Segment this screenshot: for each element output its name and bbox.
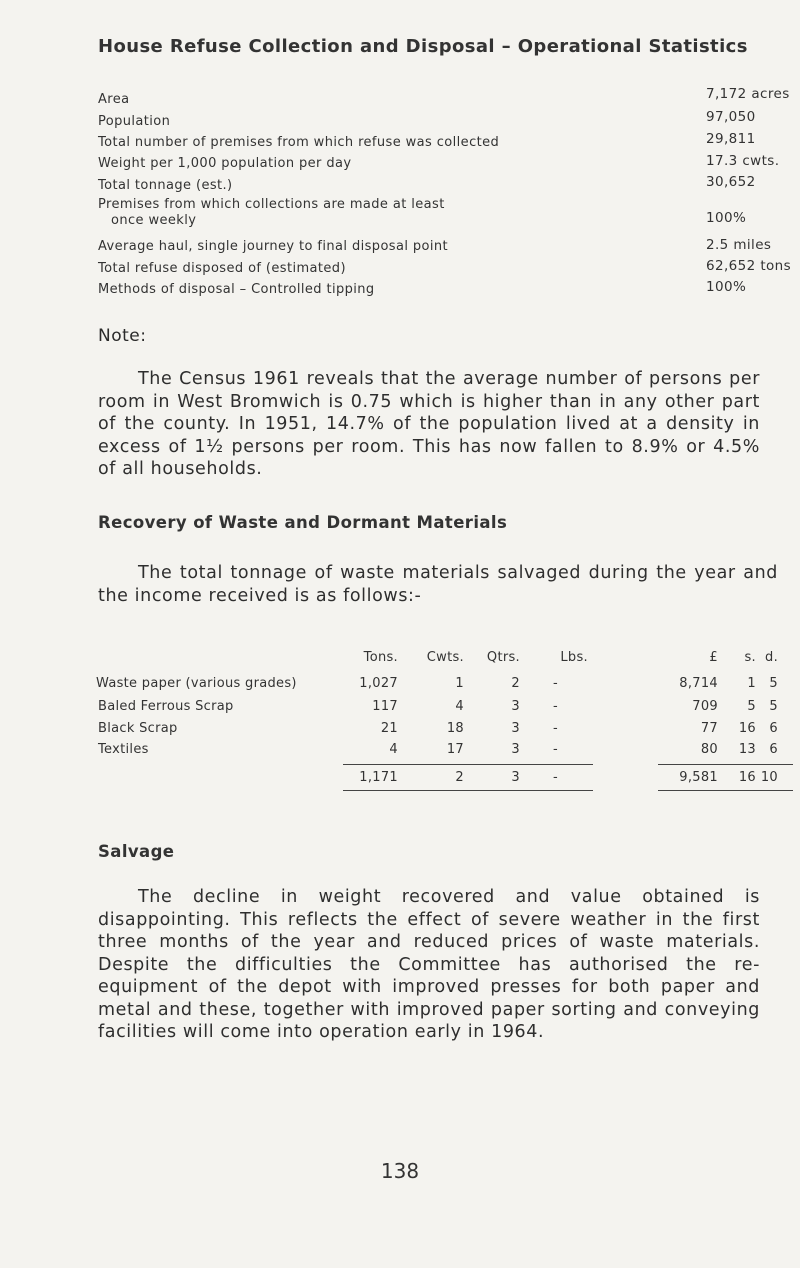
total-cell-lbs: - bbox=[553, 770, 558, 785]
table-cell-shillings: 1 bbox=[747, 676, 756, 691]
note-paragraph: The Census 1961 reveals that the average number of persons per room in West Bromwich is 0.75 which is higher than in any other part of the county. In 1951, 14.7% of the population lived at a density in excess of 1½ persons per room. This has now fallen to 8.9% or 4.5% of all households. bbox=[98, 369, 760, 479]
table-cell-lbs: - bbox=[553, 721, 558, 736]
table-cell-tons: 21 bbox=[380, 721, 398, 736]
stat-value: 2.5 miles bbox=[706, 237, 772, 253]
table-row-item: Black Scrap bbox=[98, 721, 178, 736]
table-cell-qtrs: 3 bbox=[511, 699, 520, 714]
table-cell-pounds: 77 bbox=[700, 721, 718, 736]
salvage-paragraph: The decline in weight recovered and value obtained is disappointing. This reflects the effect of severe weather in the first three months of the year and reduced prices of waste materials. Despite the difficulties the Committee has authorised the re-equipment of the depot with improved presses for both paper and metal and these, together with improved paper sorting and conveying facilities will come into operation early in 1964. bbox=[98, 887, 760, 1042]
table-cell-pence: 6 bbox=[769, 742, 778, 757]
column-header-pence: d. bbox=[765, 650, 778, 665]
total-rule-bottom-value bbox=[658, 790, 793, 791]
stat-value: 17.3 cwts. bbox=[706, 153, 780, 169]
salvage-heading: Salvage bbox=[98, 842, 175, 861]
table-cell-pence: 5 bbox=[769, 676, 778, 691]
column-header-lbs: Lbs. bbox=[560, 650, 588, 665]
page-title: House Refuse Collection and Disposal – Operational Statistics bbox=[98, 36, 748, 57]
stat-value: 97,050 bbox=[706, 109, 756, 125]
table-cell-cwts: 18 bbox=[446, 721, 464, 736]
table-cell-qtrs: 2 bbox=[511, 676, 520, 691]
table-cell-lbs: - bbox=[553, 742, 558, 757]
column-header-tons: Tons. bbox=[363, 650, 398, 665]
column-header-qtrs: Qtrs. bbox=[486, 650, 520, 665]
table-row-item: Waste paper (various grades) bbox=[96, 676, 297, 691]
table-cell-shillings: 16 bbox=[738, 721, 756, 736]
stat-label: Area bbox=[98, 92, 130, 107]
column-header-pounds: £ bbox=[709, 650, 718, 665]
total-rule-top-value bbox=[658, 764, 793, 765]
table-cell-pence: 6 bbox=[769, 721, 778, 736]
stat-value: 62,652 tons bbox=[706, 258, 792, 274]
page-number: 138 bbox=[380, 1159, 420, 1183]
stat-value: 7,172 acres bbox=[706, 86, 790, 102]
stat-value: 30,652 bbox=[706, 174, 756, 190]
total-cell-qtrs: 3 bbox=[511, 770, 520, 785]
table-cell-pounds: 80 bbox=[700, 742, 718, 757]
stat-label: Weight per 1,000 population per day bbox=[98, 156, 352, 171]
stat-label: Average haul, single journey to final disposal point bbox=[98, 239, 449, 254]
table-cell-qtrs: 3 bbox=[511, 742, 520, 757]
table-cell-pounds: 709 bbox=[692, 699, 718, 714]
total-cell-tons: 1,171 bbox=[359, 770, 398, 785]
stat-label: Total number of premises from which refuse was collected bbox=[98, 135, 500, 150]
table-cell-tons: 4 bbox=[389, 742, 398, 757]
stat-label: Total tonnage (est.) bbox=[98, 178, 233, 193]
table-cell-pence: 5 bbox=[769, 699, 778, 714]
stat-label-continued: once weekly bbox=[111, 213, 197, 228]
table-row-item: Baled Ferrous Scrap bbox=[98, 699, 234, 714]
stat-label: Premises from which collections are made at least bbox=[98, 197, 445, 212]
total-rule-top-quantity bbox=[343, 764, 593, 765]
table-row-item: Textiles bbox=[98, 742, 149, 757]
total-rule-bottom-quantity bbox=[343, 790, 593, 791]
table-cell-pounds: 8,714 bbox=[679, 676, 718, 691]
total-cell-pence: 10 bbox=[760, 770, 778, 785]
table-cell-qtrs: 3 bbox=[511, 721, 520, 736]
column-header-cwts: Cwts. bbox=[426, 650, 464, 665]
table-cell-lbs: - bbox=[553, 676, 558, 691]
table-cell-shillings: 5 bbox=[747, 699, 756, 714]
table-cell-tons: 1,027 bbox=[359, 676, 398, 691]
table-cell-cwts: 1 bbox=[455, 676, 464, 691]
note-heading: Note: bbox=[98, 326, 147, 346]
table-cell-cwts: 17 bbox=[446, 742, 464, 757]
recovery-paragraph: The total tonnage of waste materials salvaged during the year and the income received is as follows:- bbox=[98, 563, 778, 606]
total-cell-pounds: 9,581 bbox=[679, 770, 718, 785]
recovery-heading: Recovery of Waste and Dormant Materials bbox=[98, 513, 508, 532]
stat-value: 29,811 bbox=[706, 131, 756, 147]
table-cell-lbs: - bbox=[553, 699, 558, 714]
stat-label: Total refuse disposed of (estimated) bbox=[98, 261, 346, 276]
stat-label: Population bbox=[98, 114, 171, 129]
stat-label: Methods of disposal – Controlled tipping bbox=[98, 282, 375, 297]
table-cell-shillings: 13 bbox=[738, 742, 756, 757]
table-cell-tons: 117 bbox=[372, 699, 398, 714]
table-cell-cwts: 4 bbox=[455, 699, 464, 714]
total-cell-cwts: 2 bbox=[455, 770, 464, 785]
column-header-shillings: s. bbox=[744, 650, 756, 665]
total-cell-shillings: 16 bbox=[738, 770, 756, 785]
stat-value: 100% bbox=[706, 210, 747, 226]
stat-value: 100% bbox=[706, 279, 747, 295]
